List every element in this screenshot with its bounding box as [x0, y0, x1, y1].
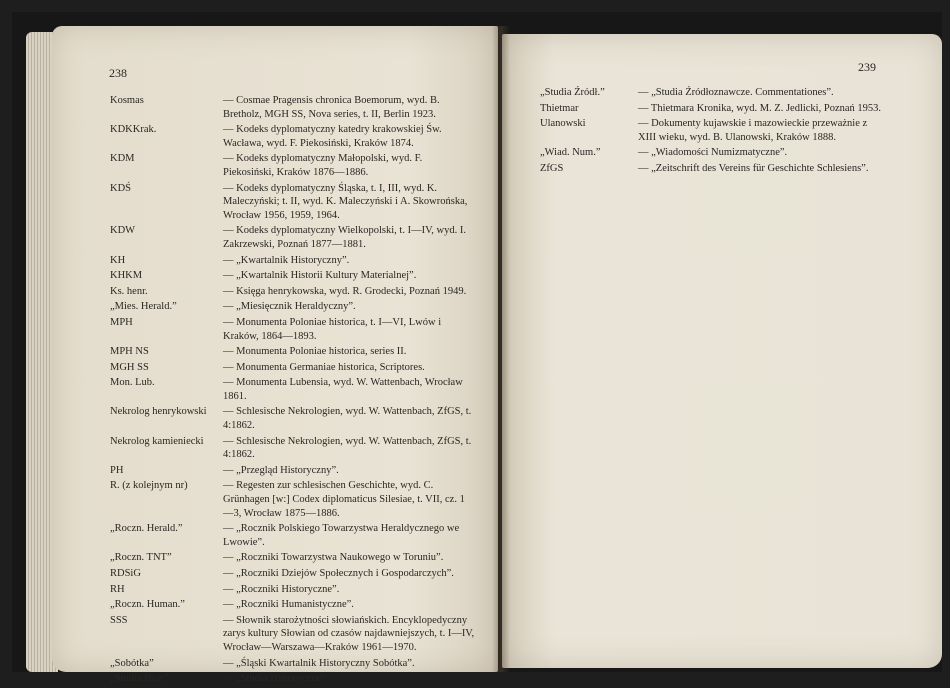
abbreviation-entry: [110, 583, 475, 597]
abbreviation-term: KDŚ: [110, 182, 132, 194]
abbreviation-term: „Roczn. Human.”: [110, 599, 185, 611]
abbreviation-expansion: — „Miesięcznik Heraldyczny”.: [223, 301, 356, 313]
abbreviation-expansion: — „Kwartalnik Historii Kultury Materialnej”.: [223, 270, 417, 282]
abbreviation-term: PH: [110, 464, 124, 476]
abbreviation-list-right: [540, 86, 885, 178]
abbreviation-term: KHKM: [110, 270, 143, 282]
abbreviation-entry: [110, 152, 475, 179]
book-gutter: [492, 26, 510, 672]
open-book: [12, 12, 942, 685]
abbreviation-list-left: [110, 94, 475, 688]
abbreviation-term: RH: [110, 583, 125, 595]
abbreviation-expansion: — Monumenta Poloniae historica, t. I—VI, Lwów i Kraków, 1864—1893.: [223, 316, 442, 342]
abbreviation-term: „Studia Hist.”: [110, 673, 169, 685]
abbreviation-entry: [540, 162, 885, 176]
abbreviation-term: „Studia Źródł.”: [540, 87, 605, 98]
abbreviation-entry: [110, 94, 475, 121]
abbreviation-entry: [110, 479, 475, 520]
abbreviation-expansion: — Kodeks dyplomatyczny Wielkopolski, t. I—IV, wyd. I. Zakrzewski, Poznań 1877—1881.: [223, 225, 466, 250]
abbreviation-expansion: — Kodeks dyplomatyczny Śląska, t. I, III, wyd. K. Maleczyński; t. II, wyd. K. Maleczyński i A. Skowrońska, Wrocław 1956, 1959, 1964.: [223, 182, 468, 221]
abbreviation-expansion: — Regesten zur schlesischen Geschichte, wyd. C. Grünhagen [w:] Codex diplomaticus Silesiae, t. VII, cz. 1—3, Wrocław 1875—1886.: [223, 480, 465, 519]
abbreviation-entry: [110, 269, 475, 283]
abbreviation-entry: [110, 376, 475, 403]
abbreviation-entry: [110, 123, 475, 150]
abbreviation-entry: [110, 551, 475, 565]
abbreviation-entry: [110, 285, 475, 299]
abbreviation-expansion: — „Studia Źródłoznawcze. Commentationes”.: [638, 87, 834, 98]
abbreviation-expansion: — Monumenta Lubensia, wyd. W. Wattenbach, Wrocław 1861.: [223, 377, 463, 402]
abbreviation-expansion: — Dokumenty kujawskie i mazowieckie przeważnie z XIII wieku, wyd. B. Ulanowski, Kraków 1888.: [638, 118, 868, 143]
abbreviation-entry: [110, 435, 475, 462]
abbreviation-entry: [110, 657, 475, 671]
abbreviation-term: ZfGS: [540, 162, 564, 174]
abbreviation-expansion: — „Wiadomości Numizmatyczne”.: [638, 147, 788, 159]
page-number-left: 238: [109, 66, 127, 80]
abbreviation-expansion: — Schlesische Nekrologien, wyd. W. Wattenbach, ZfGS, t. 4:1862.: [223, 406, 472, 432]
abbreviation-term: R. (z kolejnym nr): [110, 480, 188, 492]
abbreviation-expansion: — Monumenta Germaniae historica, Scriptores.: [223, 361, 425, 373]
abbreviation-expansion: — Księga henrykowska, wyd. R. Grodecki, Poznań 1949.: [223, 285, 467, 297]
abbreviation-expansion: — Kodeks dyplomatyczny Małopolski, wyd. F. Piekosiński, Kraków 1876—1886.: [223, 153, 423, 178]
abbreviation-expansion: — Słownik starożytności słowiańskich. Encyklopedyczny zarys kultury Słowian od czasów najdawniejszych, t. I—IV, Wrocław—Warszawa—Kraków 1961—1970.: [223, 614, 475, 653]
abbreviation-entry: [110, 254, 475, 268]
abbreviation-expansion: — Schlesische Nekrologien, wyd. W. Wattenbach, ZfGS, t. 4:1862.: [223, 435, 472, 461]
abbreviation-term: Ks. henr.: [110, 285, 148, 297]
abbreviation-entry: [540, 117, 885, 144]
abbreviation-term: SSS: [110, 614, 128, 626]
abbreviation-expansion: — „Roczniki Towarzystwa Naukowego w Toruniu”.: [223, 552, 444, 564]
abbreviation-term: Nekrolog kamieniecki: [110, 435, 204, 447]
abbreviation-entry: [540, 146, 885, 160]
abbreviation-term: KDW: [110, 225, 136, 237]
abbreviation-expansion: — „Roczniki Historyczne”.: [223, 583, 340, 595]
abbreviation-expansion: — Kodeks dyplomatyczny katedry krakowskiej Św. Wacława, wyd. F. Piekosiński, Kraków 1874.: [223, 124, 442, 149]
abbreviation-entry: [110, 316, 475, 343]
abbreviation-term: „Roczn. Herald.”: [110, 523, 183, 535]
abbreviation-term: „Mies. Herald.”: [110, 301, 177, 313]
abbreviation-entry: [110, 522, 475, 549]
abbreviation-expansion: — Cosmae Pragensis chronica Boemorum, wyd. B. Bretholz, MGH SS, Nova series, t. II, Berlin 1923.: [223, 95, 440, 120]
abbreviation-term: RDSiG: [110, 568, 141, 579]
abbreviation-term: KDKKrak.: [110, 124, 157, 136]
abbreviation-term: MGH SS: [110, 361, 149, 373]
abbreviation-term: Nekrolog henrykowski: [110, 406, 207, 418]
abbreviation-expansion: — „Śląski Kwartalnik Historyczny Sobótka”.: [223, 657, 415, 669]
abbreviation-expansion: — „Zeitschrift des Vereins für Geschichte Schlesiens”.: [638, 162, 869, 174]
abbreviation-entry: [110, 224, 475, 251]
abbreviation-expansion: — „Rocznik Polskiego Towarzystwa Heraldycznego we Lwowie”.: [223, 523, 460, 548]
abbreviation-expansion: — „Studia Historyczne”.: [223, 673, 329, 685]
abbreviation-term: MPH NS: [110, 346, 149, 358]
abbreviation-expansion: — „Roczniki Humanistyczne”.: [223, 599, 354, 611]
abbreviation-entry: [110, 405, 475, 432]
abbreviation-term: Ulanowski: [540, 118, 586, 130]
abbreviation-expansion: — Monumenta Poloniae historica, series II.: [223, 346, 407, 358]
abbreviation-entry: [540, 86, 885, 100]
abbreviation-term: Kosmas: [110, 95, 144, 106]
abbreviation-term: MPH: [110, 316, 133, 328]
abbreviation-entry: [110, 345, 475, 359]
abbreviation-entry: [110, 361, 475, 375]
abbreviation-expansion: — „Kwartalnik Historyczny”.: [223, 254, 350, 266]
abbreviation-term: „Roczn. TNT”: [110, 552, 172, 564]
abbreviation-term: „Sobótka”: [110, 657, 154, 669]
abbreviation-entry: [540, 102, 885, 116]
right-page: [502, 34, 942, 668]
abbreviation-term: KDM: [110, 153, 135, 165]
abbreviation-entry: [110, 182, 475, 223]
abbreviation-expansion: — „Roczniki Dziejów Społecznych i Gospodarczych”.: [223, 568, 454, 579]
page-number-right: 239: [858, 60, 876, 74]
abbreviation-entry: [110, 567, 475, 581]
abbreviation-term: Mon. Lub.: [110, 377, 155, 389]
abbreviation-entry: [110, 598, 475, 612]
abbreviation-term: Thietmar: [540, 102, 579, 114]
left-page: [52, 26, 498, 685]
abbreviation-term: „Wiad. Num.”: [540, 147, 601, 159]
abbreviation-expansion: — Thietmara Kronika, wyd. M. Z. Jedlicki, Poznań 1953.: [638, 102, 882, 114]
abbreviation-expansion: — „Przegląd Historyczny”.: [223, 464, 339, 476]
abbreviation-entry: [110, 300, 475, 314]
abbreviation-entry: [110, 614, 475, 655]
abbreviation-term: KH: [110, 254, 126, 266]
abbreviation-entry: [110, 464, 475, 478]
